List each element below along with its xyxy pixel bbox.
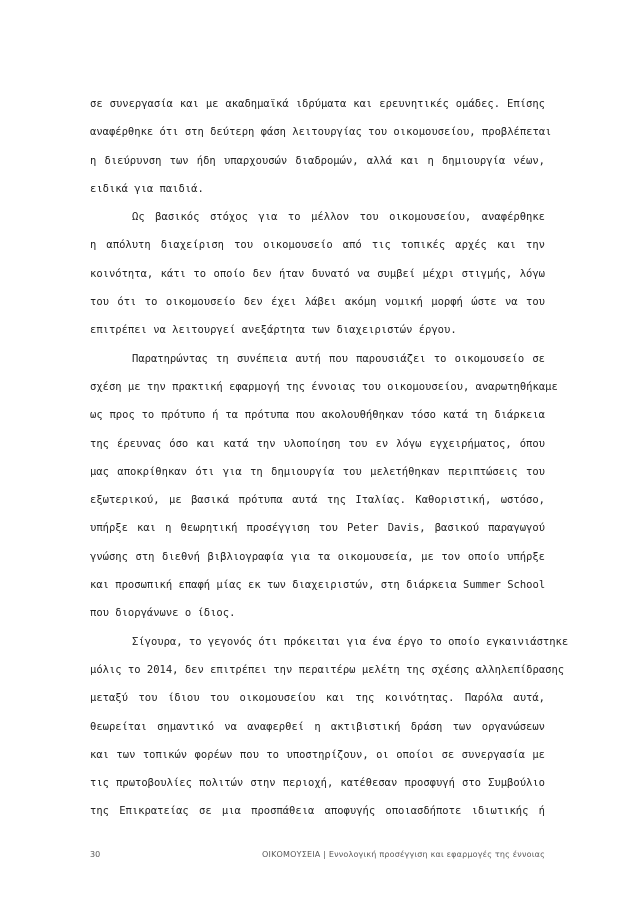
text-line: γνώσης στη διεθνή βιβλιογραφία για τα οικομουσεία, με τον οποίο υπήρξε — [90, 550, 545, 563]
text-line: και των τοπικών φορέων που το υποστηρίζουν, οι οποίοι σε συνεργασία με — [90, 748, 545, 761]
text-line: η διεύρυνση των ήδη υπαρχουσών διαδρομών, αλλά και η δημιουργία νέων, — [90, 154, 545, 167]
paragraph-4 — [90, 634, 569, 832]
text-line: τις πρωτοβουλίες πολιτών στην περιοχή, κατέθεσαν προσφυγή στο Συμβούλιο — [90, 777, 545, 790]
text-line: Σίγουρα, το γεγονός ότι πρόκειται για ένα έργο το οποίο εγκαινιάστηκε — [132, 635, 569, 648]
text-line: και προσωπική επαφή μίας εκ των διαχειριστών, στη διάρκεια Summer School — [90, 579, 546, 592]
text-line: της Επικρατείας σε μια προσπάθεια αποφυγής οποιασδήποτε ιδιωτικής ή — [90, 805, 545, 818]
paragraph-2 — [90, 209, 545, 350]
text-line: ειδικά για παιδιά. — [90, 182, 204, 195]
text-line: μας αποκρίθηκαν ότι για τη δημιουργία του μελετήθηκαν περιπτώσεις του — [90, 465, 545, 478]
text-line: Ως βασικός στόχος για το μέλλον του οικομουσείου, αναφέρθηκε — [132, 211, 545, 224]
page-footer — [90, 850, 545, 859]
text-line: αναφέρθηκε ότι στη δεύτερη φάση λειτουργίας του οικομουσείου, προβλέπεται — [90, 126, 552, 139]
text-line: επιτρέπει να λειτουργεί ανεξάρτητα των διαχειριστών έργου. — [90, 324, 457, 337]
text-line: σχέση με την πρακτική εφαρμογή της έννοιας του οικομουσείου, αναρωτηθήκαμε — [90, 380, 558, 393]
text-line: η απόλυτη διαχείριση του οικομουσείο από τις τοπικές αρχές και την — [90, 239, 545, 252]
page-number: 30 — [90, 850, 101, 859]
text-line: υπήρξε και η θεωρητική προσέγγιση του Peter Davis, βασικού παραγωγού — [90, 522, 545, 535]
text-line: μεταξύ του ίδιου του οικομουσείου και της κοινότητας. Παρόλα αυτά, — [90, 692, 545, 705]
text-line: θεωρείται σημαντικό να αναφερθεί η ακτιβιστική δράση των οργανώσεων — [90, 720, 545, 733]
text-line: Παρατηρώντας τη συνέπεια αυτή που παρουσιάζει το οικομουσείο σε — [132, 352, 545, 365]
text-line: που διοργάνωνε ο ίδιος. — [90, 607, 236, 620]
body-text — [90, 96, 569, 832]
text-line: σε συνεργασία και με ακαδημαϊκά ιδρύματα και ερευνητικές ομάδες. Επίσης — [90, 98, 545, 110]
text-line: εξωτερικού, με βασικά πρότυπα αυτά της Ιταλίας. Καθοριστική, ωστόσο, — [90, 494, 545, 507]
text-line: ως προς το πρότυπο ή τα πρότυπα που ακολουθήθηκαν τόσο κατά τη διάρκεια — [90, 409, 545, 422]
running-head: ΟΙΚΟΜΟΥΣΕΙΑ | Εννολογική προσέγγιση και εφαρμογές της έννοιας — [262, 850, 545, 859]
text-line: της έρευνας όσο και κατά την υλοποίηση του εν λόγω εγχειρήματος, όπου — [90, 437, 545, 450]
text-line: μόλις το 2014, δεν επιτρέπει την περαιτέρω μελέτη της σχέσης αλληλεπίδρασης — [90, 663, 565, 676]
paragraph-3 — [90, 351, 558, 634]
text-line: του ότι το οικομουσείο δεν έχει λάβει ακόμη νομική μορφή ώστε να του — [90, 296, 545, 309]
paragraph-1 — [90, 96, 552, 209]
text-line: κοινότητα, κάτι το οποίο δεν ήταν δυνατό να συμβεί μέχρι στιγμής, λόγω — [90, 267, 545, 280]
